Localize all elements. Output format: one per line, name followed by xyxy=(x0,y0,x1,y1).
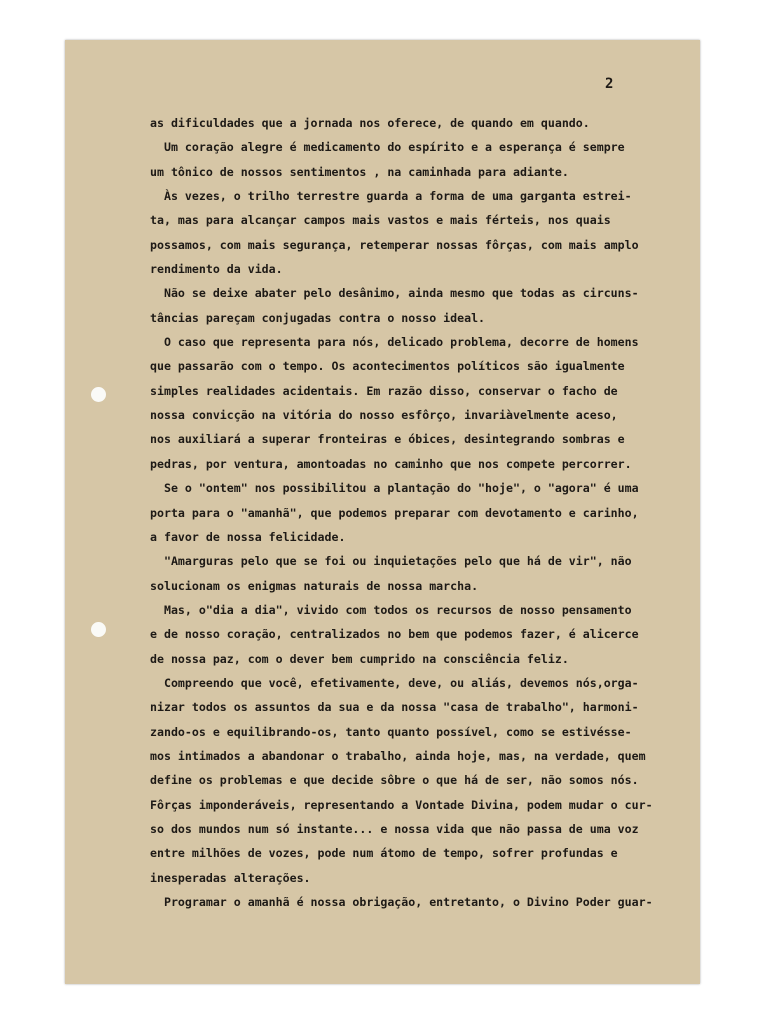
text-line: Não se deixe abater pelo desânimo, ainda mesmo que todas as circuns- xyxy=(150,286,639,301)
text-line: um tônico de nossos sentimentos , na caminhada para adiante. xyxy=(150,164,569,179)
text-line: Fôrças imponderáveis, representando a Vontade Divina, podem mudar o cur- xyxy=(150,797,653,812)
text-line: possamos, com mais segurança, retemperar nossas fôrças, com mais amplo xyxy=(150,237,639,252)
text-line: nossa convicção na vitória do nosso esfôrço, invariàvelmente aceso, xyxy=(150,408,618,423)
text-line: Se o "ontem" nos possibilitou a plantação do "hoje", o "agora" é uma xyxy=(150,481,639,496)
text-line: pedras, por ventura, amontoadas no caminho que nos compete percorrer. xyxy=(150,456,632,471)
binder-hole xyxy=(91,387,106,402)
text-line: e de nosso coração, centralizados no bem que podemos fazer, é alicerce xyxy=(150,627,639,642)
text-line: tâncias pareçam conjugadas contra o nosso ideal. xyxy=(150,310,486,325)
text-line: que passarão com o tempo. Os acontecimentos políticos são igualmente xyxy=(150,359,625,374)
text-line: inesperadas alterações. xyxy=(150,870,311,885)
text-line: Um coração alegre é medicamento do espírito e a esperança é sempre xyxy=(150,140,625,155)
text-line: ta, mas para alcançar campos mais vastos e mais férteis, nos quais xyxy=(150,213,611,228)
text-line: nizar todos os assuntos da sua e da nossa "casa de trabalho", harmoni- xyxy=(150,700,639,715)
text-line: zando-os e equilibrando-os, tanto quanto possível, como se estivésse- xyxy=(150,724,632,739)
text-line: Às vezes, o trilho terrestre guarda a forma de uma garganta estrei- xyxy=(150,189,632,204)
text-line: O caso que representa para nós, delicado problema, decorre de homens xyxy=(150,335,639,350)
text-line: entre milhões de vozes, pode num átomo de tempo, sofrer profundas e xyxy=(150,846,618,861)
text-line: de nossa paz, com o dever bem cumprido na consciência feliz. xyxy=(150,651,569,666)
typewritten-page xyxy=(65,40,700,984)
text-line: "Amarguras pelo que se foi ou inquietações pelo que há de vir", não xyxy=(150,554,632,569)
page-number: 2 xyxy=(605,76,614,92)
text-line: porta para o "amanhã", que podemos preparar com devotamento e carinho, xyxy=(150,505,639,520)
text-line: nos auxiliará a superar fronteiras e óbices, desintegrando sombras e xyxy=(150,432,625,447)
text-line: Programar o amanhã é nossa obrigação, entretanto, o Divino Poder guar- xyxy=(150,895,653,909)
text-line: a favor de nossa felicidade. xyxy=(150,529,346,544)
text-line: as dificuldades que a jornada nos oferece, de quando em quando. xyxy=(150,116,590,130)
body-text xyxy=(150,111,690,914)
text-line: solucionam os enigmas naturais de nossa marcha. xyxy=(150,578,479,593)
text-line: Mas, o"dia a dia", vivido com todos os recursos de nosso pensamento xyxy=(150,602,632,617)
text-line: so dos mundos num só instante... e nossa vida que não passa de uma voz xyxy=(150,821,639,836)
text-line: define os problemas e que decide sôbre o que há de ser, não somos nós. xyxy=(150,773,639,788)
text-line: simples realidades acidentais. Em razão disso, conservar o facho de xyxy=(150,383,618,398)
text-line: rendimento da vida. xyxy=(150,262,283,277)
text-line: Compreendo que você, efetivamente, deve, ou aliás, devemos nós,orga- xyxy=(150,675,639,690)
text-line: mos intimados a abandonar o trabalho, ainda hoje, mas, na verdade, quem xyxy=(150,748,646,763)
binder-hole xyxy=(91,622,106,637)
